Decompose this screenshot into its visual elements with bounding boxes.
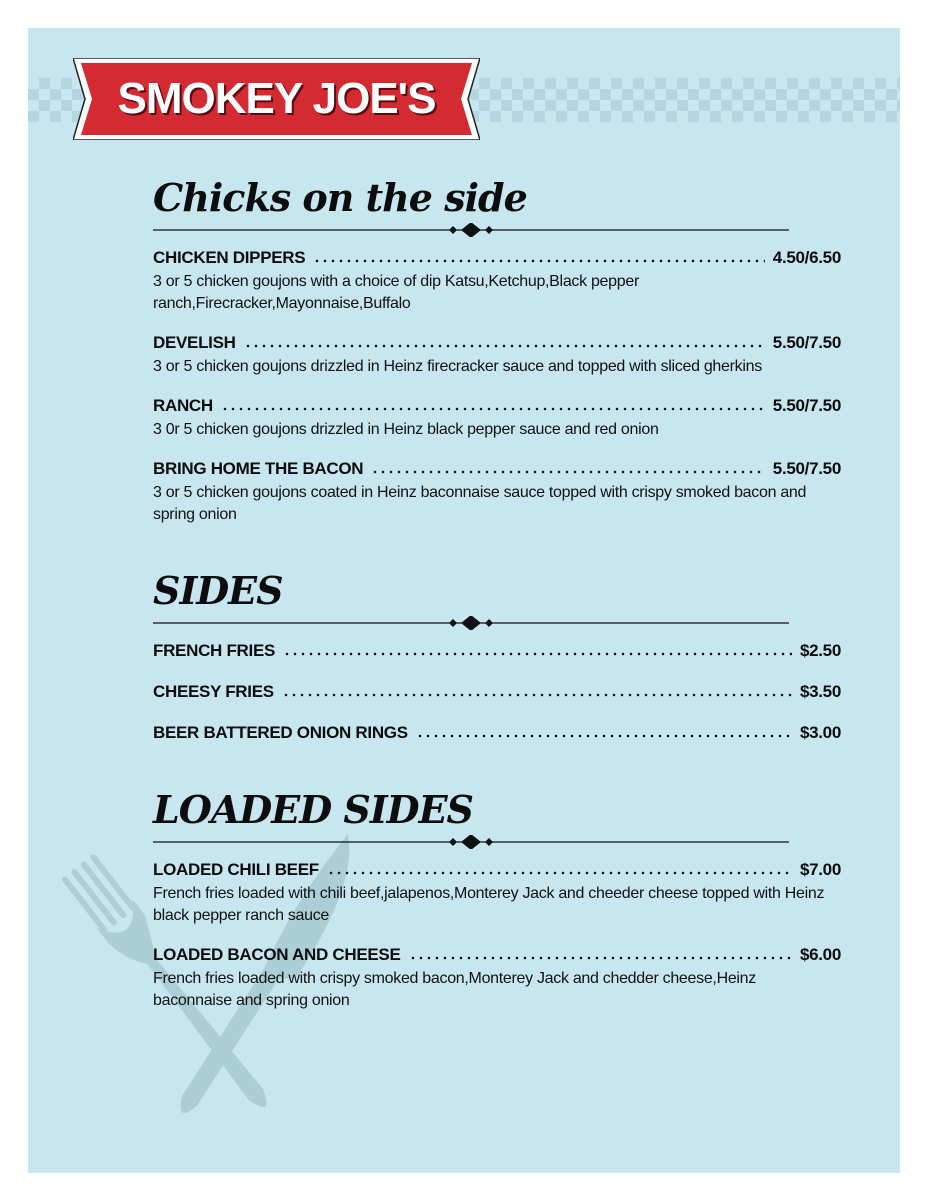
section-title: Chicks on the side (153, 175, 527, 220)
menu-item (153, 395, 841, 441)
brand-name: SMOKEY JOE'S (117, 74, 436, 123)
section-sides (153, 568, 841, 742)
menu-item (153, 859, 841, 927)
divider (153, 835, 789, 849)
item-name: LOADED CHILI BEEF (153, 860, 319, 879)
menu-item (153, 332, 841, 378)
item-name: DEVELISH (153, 333, 236, 352)
section-chicks-on-the-side (153, 175, 841, 523)
item-name: FRENCH FRIES (153, 641, 276, 660)
item-description: French fries loaded with chili beef,jalapenos,Monterey Jack and cheeder cheese topped with Heinz black pepper ranch sauce (153, 885, 825, 924)
menu-page (28, 28, 900, 1173)
dot-leader (283, 640, 792, 656)
dot-leader (313, 247, 764, 263)
menu-item (153, 640, 841, 662)
menu-item (153, 458, 841, 526)
section-title: LOADED SIDES (153, 787, 473, 832)
item-price: $3.00 (799, 723, 841, 742)
item-name: LOADED BACON AND CHEESE (153, 945, 401, 964)
item-description: 3 or 5 chicken goujons drizzled in Heinz firecracker sauce and topped with sliced gherkins (153, 358, 762, 375)
dot-leader (244, 332, 765, 348)
menu-item (153, 681, 841, 703)
item-price: $2.50 (799, 641, 841, 660)
dot-leader (409, 944, 792, 960)
dot-leader (327, 859, 792, 875)
item-price: 5.50/7.50 (772, 459, 841, 478)
divider (153, 223, 789, 237)
dot-leader (221, 395, 765, 411)
section-loaded-sides (153, 787, 841, 1009)
item-price: 5.50/7.50 (772, 333, 841, 352)
item-description: French fries loaded with crispy smoked bacon,Monterey Jack and chedder cheese,Heinz baconnaise and spring onion (153, 970, 756, 1009)
brand-banner (73, 58, 480, 140)
menu-item (153, 944, 841, 1012)
divider (153, 616, 789, 630)
dot-leader (371, 458, 765, 474)
item-name: RANCH (153, 396, 213, 415)
dot-leader (282, 681, 792, 697)
item-price: $6.00 (799, 945, 841, 964)
item-price: $7.00 (799, 860, 841, 879)
item-price: 5.50/7.50 (772, 396, 841, 415)
item-name: CHICKEN DIPPERS (153, 248, 306, 267)
item-name: BEER BATTERED ONION RINGS (153, 723, 408, 742)
dot-leader (416, 722, 792, 738)
item-description: 3 or 5 chicken goujons coated in Heinz baconnaise sauce topped with crispy smoked bacon and spring onion (153, 484, 807, 523)
menu-item (153, 247, 841, 315)
item-name: BRING HOME THE BACON (153, 459, 364, 478)
section-title: SIDES (153, 568, 283, 613)
menu-item (153, 722, 841, 744)
item-name: CHEESY FRIES (153, 682, 274, 701)
item-price: $3.50 (799, 682, 841, 701)
item-description: 3 0r 5 chicken goujons drizzled in Heinz black pepper sauce and red onion (153, 421, 659, 438)
item-price: 4.50/6.50 (772, 248, 841, 267)
item-description: 3 or 5 chicken goujons with a choice of dip Katsu,Ketchup,Black pepper ranch,Firecracker,Mayonnaise,Buffalo (153, 273, 639, 312)
